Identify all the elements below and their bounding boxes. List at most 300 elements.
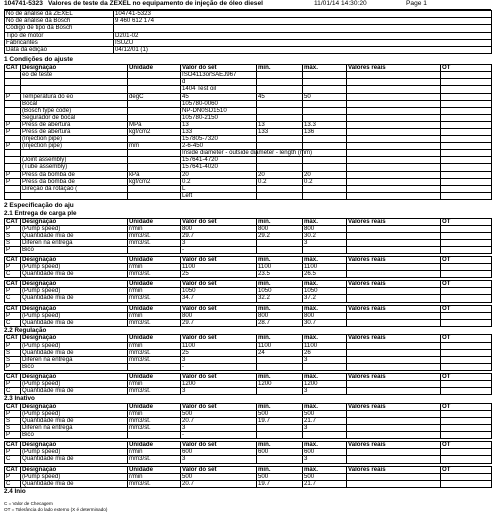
- table-row: [5, 225, 492, 232]
- info-value: ISUZU: [114, 39, 492, 46]
- table-cell: [257, 456, 303, 463]
- column-header: Unidade: [128, 403, 181, 410]
- table-row: [5, 100, 492, 107]
- table-cell: kPa: [128, 171, 181, 178]
- table-cell: 1404 Test oil: [181, 86, 257, 93]
- table-cell: (Bosch type code): [21, 107, 128, 114]
- table-cell: 45: [257, 93, 303, 100]
- column-header: Designação: [21, 218, 128, 225]
- table-cell: [303, 136, 347, 143]
- table-row: [5, 157, 492, 164]
- table-cell: Press da bomba de: [21, 178, 128, 185]
- table-cell: 26.5: [303, 271, 347, 278]
- table-cell: eo de teste: [21, 72, 128, 79]
- table-cell: Left: [181, 192, 257, 199]
- table-cell: 500: [257, 473, 303, 480]
- column-header: máx.: [303, 442, 347, 449]
- table-cell: [257, 246, 303, 253]
- table-row: [5, 380, 492, 387]
- table-cell: [303, 192, 347, 199]
- table-cell: [347, 157, 441, 164]
- table-row: [5, 342, 492, 349]
- table-cell: Quantidade mia de: [21, 319, 128, 326]
- table-cell: (Pump speed): [21, 380, 128, 387]
- table-row: [5, 178, 492, 185]
- table-cell: d: [181, 79, 257, 86]
- table-cell: P: [5, 246, 21, 253]
- column-header: máx.: [303, 335, 347, 342]
- table-cell: [128, 246, 181, 253]
- table-cell: [441, 312, 492, 319]
- table-cell: C: [5, 388, 21, 395]
- table-row: [5, 121, 492, 128]
- table-cell: P: [5, 473, 21, 480]
- table-cell: (Pump speed): [21, 312, 128, 319]
- column-header: Valor do set: [181, 305, 257, 312]
- table-cell: [303, 164, 347, 171]
- table-cell: 500: [257, 410, 303, 417]
- table-row: [5, 79, 492, 86]
- table-cell: 1050: [303, 288, 347, 295]
- table-header-row: [5, 256, 492, 263]
- table-cell: Bocal: [21, 100, 128, 107]
- table-row: [5, 456, 492, 463]
- info-value: 04/12/01 (1): [114, 46, 492, 53]
- spec-table-9: [4, 466, 492, 488]
- table-cell: [441, 449, 492, 456]
- table-cell: [303, 79, 347, 86]
- table-cell: [441, 128, 492, 135]
- table-cell: P: [5, 312, 21, 319]
- table-cell: Quantidade mia de: [21, 295, 128, 302]
- table-cell: 105780-2150: [181, 114, 257, 121]
- table-cell: [5, 107, 21, 114]
- table-cell: 30.7: [303, 319, 347, 326]
- table-cell: [21, 86, 128, 93]
- table-cell: [347, 363, 441, 370]
- table-cell: [347, 432, 441, 439]
- table-row: [5, 449, 492, 456]
- table-cell: [303, 107, 347, 114]
- table-cell: [441, 295, 492, 302]
- table-cell: 29.2: [257, 232, 303, 239]
- column-header: CAT: [5, 373, 21, 380]
- column-header: Designação: [21, 256, 128, 263]
- table-row: [5, 107, 492, 114]
- table-cell: [347, 288, 441, 295]
- table-cell: [441, 150, 492, 157]
- table-cell: [347, 171, 441, 178]
- table-cell: P: [5, 342, 21, 349]
- column-header: Designação: [21, 335, 128, 342]
- table-cell: [441, 246, 492, 253]
- table-cell: 800: [303, 312, 347, 319]
- table-cell: P: [5, 410, 21, 417]
- table-cell: [347, 72, 441, 79]
- table-cell: Quantidade mia de: [21, 417, 128, 424]
- table-cell: [441, 480, 492, 487]
- table-cell: [441, 456, 492, 463]
- table-cell: Quantidade mia de: [21, 480, 128, 487]
- table-row: [5, 150, 492, 157]
- table-cell: [441, 410, 492, 417]
- table-cell: degC: [128, 93, 181, 100]
- column-header: CAT: [5, 65, 21, 72]
- table-cell: [441, 100, 492, 107]
- table-cell: Diferen na entrega: [21, 239, 128, 246]
- table-cell: Diferen na entrega: [21, 356, 128, 363]
- table-cell: [128, 363, 181, 370]
- table-cell: 34.7: [181, 295, 257, 302]
- conditions-table: [4, 64, 492, 200]
- table-cell: [303, 100, 347, 107]
- info-label: Tipo de motor: [5, 32, 114, 39]
- table-cell: 32.2: [257, 295, 303, 302]
- table-cell: [5, 100, 21, 107]
- info-label: No de análise da Bosch: [5, 18, 114, 25]
- column-header: Valores reais: [347, 442, 441, 449]
- column-header: Unidade: [128, 281, 181, 288]
- column-header: máx.: [303, 65, 347, 72]
- table-cell: (Injection pipe): [21, 136, 128, 143]
- column-header: OT: [441, 373, 492, 380]
- table-cell: L: [181, 185, 257, 192]
- subsection-full-load: 2.1 Entrega de carga ple: [4, 209, 77, 217]
- table-row: [5, 363, 492, 370]
- table-cell: (Pump speed): [21, 342, 128, 349]
- table-cell: [347, 449, 441, 456]
- doc-page: Page 1: [406, 0, 427, 8]
- column-header: Unidade: [128, 335, 181, 342]
- column-header: Designação: [21, 373, 128, 380]
- table-cell: [347, 86, 441, 93]
- table-cell: [128, 157, 181, 164]
- column-header: CAT: [5, 281, 21, 288]
- table-cell: [257, 432, 303, 439]
- table-cell: [441, 79, 492, 86]
- column-header: min.: [257, 442, 303, 449]
- table-header-row: [5, 335, 492, 342]
- table-cell: Press da bomba de: [21, 171, 128, 178]
- table-cell: [347, 417, 441, 424]
- column-header: OT: [441, 335, 492, 342]
- table-cell: 19.7: [257, 417, 303, 424]
- info-label: No de análise da ZEXEL: [5, 11, 114, 18]
- table-cell: r/min: [128, 225, 181, 232]
- table-cell: [303, 363, 347, 370]
- table-cell: 500: [303, 410, 347, 417]
- table-cell: mm3/st.: [128, 417, 181, 424]
- table-cell: 20.7: [181, 417, 257, 424]
- table-cell: (Pump speed): [21, 410, 128, 417]
- table-cell: r/min: [128, 342, 181, 349]
- table-cell: 24: [257, 349, 303, 356]
- subsection-idle: 2.3 Inativo: [4, 395, 35, 403]
- column-header: Valores reais: [347, 256, 441, 263]
- column-header: Unidade: [128, 65, 181, 72]
- table-header-row: [5, 218, 492, 225]
- table-cell: Bico: [21, 246, 128, 253]
- table-cell: [257, 185, 303, 192]
- table-cell: [257, 107, 303, 114]
- table-header-row: [5, 281, 492, 288]
- table-row: [5, 264, 492, 271]
- table-cell: P: [5, 178, 21, 185]
- table-cell: -: [181, 246, 257, 253]
- table-cell: mm3/st.: [128, 319, 181, 326]
- table-cell: [257, 239, 303, 246]
- table-cell: [347, 192, 441, 199]
- table-cell: [441, 432, 492, 439]
- table-cell: (Injection pipe): [21, 143, 128, 150]
- table-cell: [441, 264, 492, 271]
- table-cell: [347, 185, 441, 192]
- column-header: Unidade: [128, 442, 181, 449]
- info-label: Código de tipo da Bosch: [5, 25, 114, 32]
- table-cell: [257, 86, 303, 93]
- column-header: CAT: [5, 403, 21, 410]
- table-cell: 3: [303, 388, 347, 395]
- table-cell: [347, 150, 441, 157]
- table-cell: mm3/st.: [128, 388, 181, 395]
- table-cell: mm3/st.: [128, 232, 181, 239]
- table-cell: [257, 136, 303, 143]
- column-header: Valor do set: [181, 442, 257, 449]
- table-cell: [441, 178, 492, 185]
- table-cell: 1200: [303, 380, 347, 387]
- info-value: [114, 25, 492, 32]
- table-cell: [347, 456, 441, 463]
- table-cell: [257, 363, 303, 370]
- info-label: Data da edição: [5, 46, 114, 53]
- table-cell: 25: [181, 349, 257, 356]
- table-cell: P: [5, 225, 21, 232]
- table-row: [5, 288, 492, 295]
- column-header: máx.: [303, 466, 347, 473]
- table-cell: [347, 107, 441, 114]
- table-cell: [5, 79, 21, 86]
- table-cell: 3: [303, 239, 347, 246]
- column-header: min.: [257, 466, 303, 473]
- table-cell: [5, 185, 21, 192]
- table-cell: S: [5, 232, 21, 239]
- table-cell: 26: [303, 349, 347, 356]
- table-cell: Inside diameter - outside diameter - length (mm): [182, 149, 313, 157]
- table-row: [5, 425, 492, 432]
- table-cell: 13: [181, 121, 257, 128]
- table-cell: 3: [181, 425, 257, 432]
- table-cell: [441, 232, 492, 239]
- table-cell: r/min: [128, 380, 181, 387]
- table-cell: [303, 86, 347, 93]
- table-row: [5, 114, 492, 121]
- table-cell: 157805-7320: [181, 136, 257, 143]
- column-header: min.: [257, 65, 303, 72]
- table-cell: Bico: [21, 432, 128, 439]
- table-cell: 21.7: [303, 417, 347, 424]
- info-value: 104741-5323: [114, 11, 492, 18]
- table-row: [5, 86, 492, 93]
- spec-table-7: [4, 403, 492, 439]
- table-row: [5, 473, 492, 480]
- table-cell: Direção da rotação (: [21, 185, 128, 192]
- document-header: [4, 0, 491, 10]
- table-row: [5, 246, 492, 253]
- table-cell: r/min: [128, 264, 181, 271]
- table-cell: mm3/st.: [128, 349, 181, 356]
- table-cell: 1100: [181, 264, 257, 271]
- table-cell: [347, 264, 441, 271]
- table-cell: 21.7: [303, 480, 347, 487]
- table-cell: [347, 388, 441, 395]
- table-cell: 3: [181, 239, 257, 246]
- table-cell: S: [5, 349, 21, 356]
- table-cell: [257, 79, 303, 86]
- table-cell: P: [5, 93, 21, 100]
- table-row: [5, 192, 492, 199]
- column-header: Valores reais: [347, 218, 441, 225]
- table-cell: [441, 114, 492, 121]
- table-cell: [21, 79, 128, 86]
- table-cell: C: [5, 480, 21, 487]
- table-cell: [257, 192, 303, 199]
- table-cell: P: [5, 121, 21, 128]
- table-cell: C: [5, 295, 21, 302]
- column-header: Designação: [21, 403, 128, 410]
- info-value: D201-02: [114, 32, 492, 39]
- table-cell: [5, 72, 21, 79]
- table-cell: [128, 107, 181, 114]
- table-cell: 19.7: [257, 480, 303, 487]
- table-cell: P: [5, 363, 21, 370]
- table-cell: Quantidade mia de: [21, 456, 128, 463]
- table-cell: [441, 143, 492, 150]
- column-header: Unidade: [128, 256, 181, 263]
- table-cell: 1100: [257, 342, 303, 349]
- info-row: [5, 39, 492, 46]
- table-cell: [441, 192, 492, 199]
- spec-table-6: [4, 373, 492, 395]
- table-cell: [441, 425, 492, 432]
- table-cell: [441, 157, 492, 164]
- table-cell: P: [5, 432, 21, 439]
- column-header: Valor do set: [181, 256, 257, 263]
- table-cell: [441, 185, 492, 192]
- spec-table-2: [4, 256, 492, 278]
- column-header: Valor do set: [181, 218, 257, 225]
- table-cell: [128, 79, 181, 86]
- table-cell: 133: [257, 128, 303, 135]
- section1-title: 1 Condições do ajuste: [4, 56, 73, 64]
- table-cell: [303, 185, 347, 192]
- table-cell: 30.2: [303, 232, 347, 239]
- table-cell: 800: [181, 225, 257, 232]
- table-cell: P: [5, 128, 21, 135]
- table-cell: [257, 157, 303, 164]
- table-cell: 20: [303, 171, 347, 178]
- table-cell: (Pump speed): [21, 264, 128, 271]
- table-row: [5, 312, 492, 319]
- table-cell: [441, 319, 492, 326]
- table-cell: [5, 157, 21, 164]
- column-header: máx.: [303, 281, 347, 288]
- table-cell: mm3/st.: [128, 271, 181, 278]
- column-header: min.: [257, 281, 303, 288]
- note-tolerance: OT = Tolerância do lado externo (X é determinado): [4, 506, 108, 512]
- table-cell: 500: [181, 473, 257, 480]
- table-cell: [441, 239, 492, 246]
- table-cell: [441, 473, 492, 480]
- column-header: Valores reais: [347, 305, 441, 312]
- table-cell: [441, 164, 492, 171]
- column-header: CAT: [5, 442, 21, 449]
- table-header-row: [5, 65, 492, 72]
- table-cell: [347, 319, 441, 326]
- table-cell: [347, 164, 441, 171]
- column-header: CAT: [5, 335, 21, 342]
- column-header: máx.: [303, 373, 347, 380]
- table-cell: [441, 121, 492, 128]
- column-header: Valor do set: [181, 403, 257, 410]
- table-cell: 13: [257, 121, 303, 128]
- column-header: OT: [441, 442, 492, 449]
- column-header: Designação: [21, 442, 128, 449]
- table-cell: [257, 425, 303, 432]
- table-cell: mm3/st.: [128, 295, 181, 302]
- subsection-start: 2.4 Inio: [4, 487, 26, 495]
- column-header: OT: [441, 218, 492, 225]
- table-row: [5, 93, 492, 100]
- info-value: 9 460 612 174: [114, 18, 492, 25]
- table-cell: mm3/st.: [128, 356, 181, 363]
- table-cell: [5, 192, 21, 199]
- table-row: [5, 72, 492, 79]
- table-cell: [257, 164, 303, 171]
- legend-notes: [4, 501, 491, 512]
- table-cell: [441, 72, 492, 79]
- table-cell: [347, 271, 441, 278]
- table-cell: 20.7: [181, 480, 257, 487]
- table-cell: 3: [303, 456, 347, 463]
- table-cell: [441, 171, 492, 178]
- table-cell: mm3/st.: [128, 480, 181, 487]
- table-cell: 136: [303, 128, 347, 135]
- table-cell: Diferen na entrega: [21, 425, 128, 432]
- table-cell: 1100: [257, 264, 303, 271]
- table-cell: [347, 178, 441, 185]
- table-cell: Press de abertura: [21, 128, 128, 135]
- table-cell: P: [5, 171, 21, 178]
- column-header: máx.: [303, 218, 347, 225]
- doc-code: 104741-5323: [4, 0, 43, 8]
- column-header: min.: [257, 218, 303, 225]
- table-cell: [128, 164, 181, 171]
- table-cell: [347, 425, 441, 432]
- table-cell: 1050: [257, 288, 303, 295]
- table-cell: [441, 417, 492, 424]
- table-cell: -: [181, 363, 257, 370]
- table-cell: 13.3: [303, 121, 347, 128]
- column-header: Designação: [21, 305, 128, 312]
- info-row: [5, 32, 492, 39]
- table-cell: [441, 225, 492, 232]
- info-row: [5, 18, 492, 25]
- table-cell: kgf/cm2: [128, 128, 181, 135]
- column-header: CAT: [5, 305, 21, 312]
- table-cell: [347, 100, 441, 107]
- table-cell: Segurador de bocal: [21, 114, 128, 121]
- table-cell: -: [181, 432, 257, 439]
